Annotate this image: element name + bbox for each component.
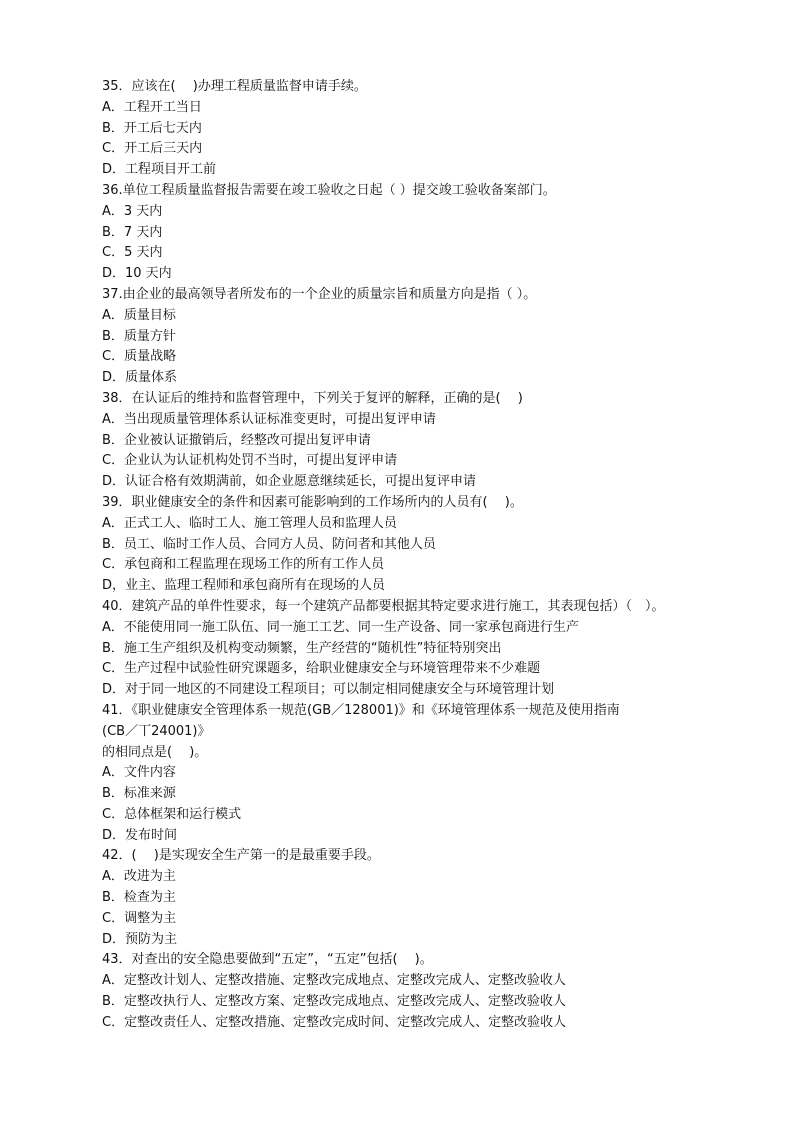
option-a: A．改进为主 [102,869,176,885]
question-43 [102,950,742,1033]
option-c: C．承包商和工程监理在现场工作的所有工作人员 [102,557,385,573]
question-stem: 37.由企业的最高领导者所发布的一个企业的质量宗旨和质量方向是指（ ）。 [102,286,537,302]
question-stem: 39．职业健康安全的条件和因素可能影响到的工作场所内的人员有( )。 [102,494,523,510]
option-a: A．正式工人、临时工人、施工管理人员和监理人员 [102,515,397,531]
question-stem-line-3: 的相同点是( )。 [102,744,208,760]
question-stem: 42．( )是实现安全生产第一的是最重要手段。 [102,848,380,864]
option-d: D．认证合格有效期满前，如企业愿意继续延长，可提出复评申请 [102,474,477,490]
option-b: B．施工生产组织及机构变动频繁，生产经营的“随机性”特征特别突出 [102,640,502,656]
option-b: B．开工后七天内 [102,120,202,136]
option-a: A．工程开工当日 [102,99,202,115]
option-d: D．10 天内 [102,266,172,282]
option-b: B．员工、临时工作人员、合同方人员、防问者和其他人员 [102,536,436,552]
question-41 [102,701,742,847]
question-stem-line-1: 41．《职业健康安全管理体系一规范(GB／128001)》和《环境管理体系一规范及使用指南 [102,702,620,718]
option-d: D．质量体系 [102,370,178,386]
question-stem: 36.单位工程质量监督报告需要在竣工验收之日起（ ）提交竣工验收备案部门。 [102,182,556,198]
option-b: B．企业被认证撤销后，经整改可提出复评申请 [102,432,371,448]
option-a: A．质量目标 [102,307,176,323]
option-c: C．开工后三天内 [102,141,203,157]
question-39 [102,493,742,597]
option-b: B．7 天内 [102,224,163,240]
option-d: D．对于同一地区的不同建设工程项目；可以制定相同健康安全与环境管理计划 [102,682,555,698]
option-c: C．企业认为认证机构处罚不当时，可提出复评申请 [102,453,398,469]
option-d: D．工程项目开工前 [102,162,217,178]
question-40 [102,597,742,701]
option-a: A．文件内容 [102,765,176,781]
option-c: C．5 天内 [102,245,163,261]
question-stem: 43．对查出的安全隐患要做到“五定”，“五定”包括( )。 [102,952,433,968]
option-d: D．预防为主 [102,931,178,947]
question-35 [102,77,742,181]
question-stem: 35．应该在( )办理工程质量监督申请手续。 [102,79,367,94]
question-38 [102,389,742,493]
question-36 [102,181,742,285]
option-c: C．调整为主 [102,910,177,926]
option-c: C．生产过程中试验性研究课题多，给职业健康安全与环境管理带来不少难题 [102,661,541,677]
question-37 [102,285,742,389]
option-c: C．总体框架和运行模式 [102,806,242,822]
question-stem: 40．建筑产品的单件性要求，每一个建筑产品都要根据其特定要求进行施工，其表现包括）（ ）。 [102,598,665,614]
option-c: C．质量战略 [102,349,177,365]
option-d: D．发布时间 [102,827,178,843]
question-stem: 38．在认证后的维持和监督管理中，下列关于复评的解释，正确的是( ) [102,390,523,406]
question-stem-line-2: (CB／丅24001)》 [102,723,211,739]
option-b: B．质量方针 [102,328,176,344]
option-a: A．当出现质量管理体系认证标准变更时，可提出复评申请 [102,411,436,427]
option-b: B．标准来源 [102,786,176,802]
option-b: B．检查为主 [102,890,176,906]
option-b: B．定整改执行人、定整改方案、定整改完成地点、定整改完成人、定整改验收人 [102,994,566,1010]
option-a: A．定整改计划人、定整改措施、定整改完成地点、定整改完成人、定整改验收人 [102,973,566,989]
option-d: D，业主、监理工程师和承包商所有在现场的人员 [102,578,386,594]
option-a: A．3 天内 [102,203,163,219]
document-page [102,77,742,1034]
option-c: C．定整改责任人、定整改措施、定整改完成时间、定整改完成人、定整改验收人 [102,1014,567,1030]
option-a: A．不能使用同一施工队伍、同一施工工艺、同一生产设备、同一家承包商进行生产 [102,619,579,635]
question-42 [102,846,742,950]
